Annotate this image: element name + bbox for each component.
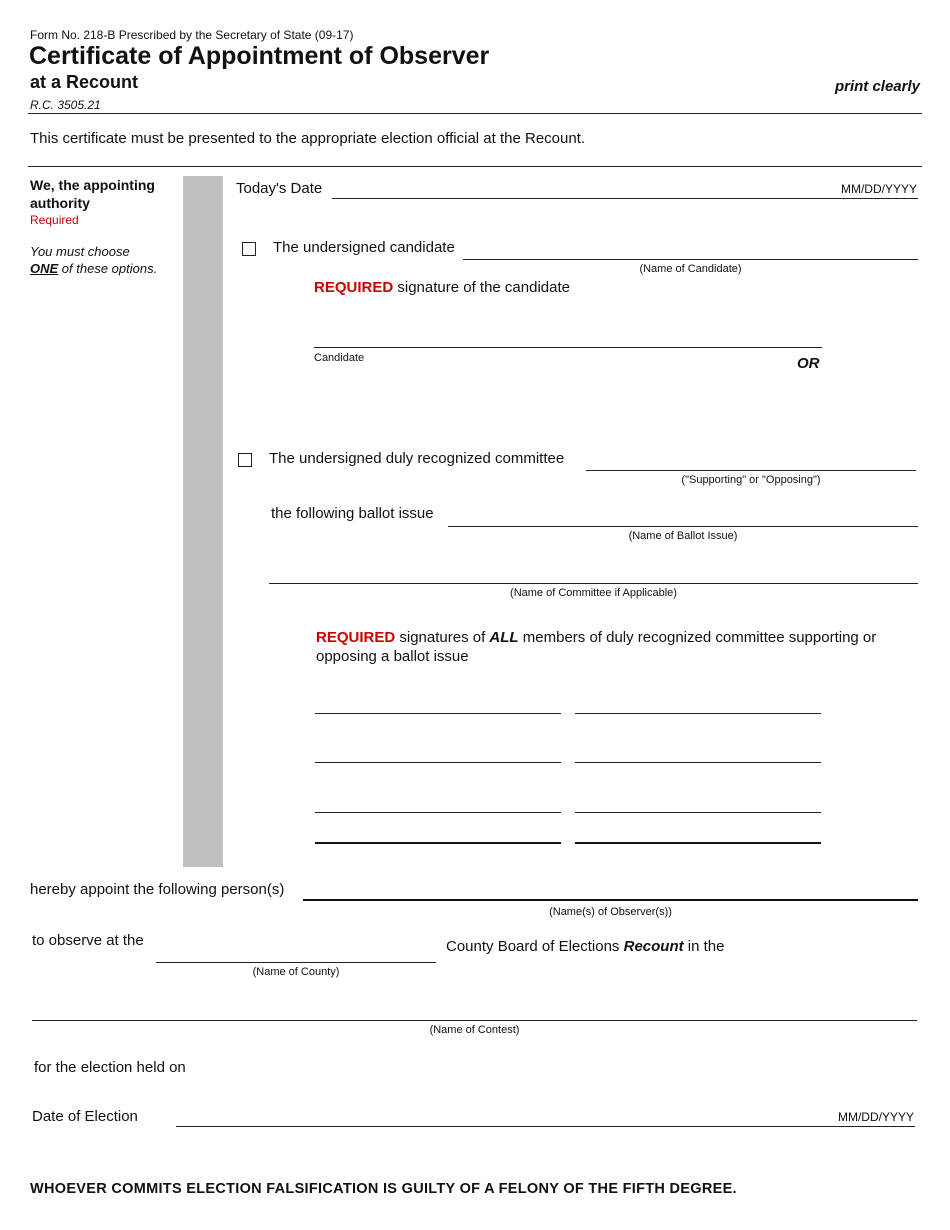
choose-one: ONE	[30, 261, 59, 276]
county-field[interactable]	[156, 962, 436, 963]
contest-field[interactable]	[32, 1020, 917, 1021]
held-on-label: for the election held on	[34, 1059, 186, 1076]
choose-prefix: You must choose	[30, 244, 130, 259]
election-date-label: Date of Election	[32, 1108, 138, 1125]
required-label: Required	[30, 213, 79, 227]
committee-signature-instruction	[316, 628, 916, 666]
committee-signature-line[interactable]	[575, 842, 821, 844]
header-divider	[28, 113, 922, 114]
ballot-issue-caption: (Name of Ballot Issue)	[628, 530, 738, 542]
committee-option-label: The undersigned duly recognized committee	[269, 450, 565, 467]
candidate-signature-caption: Candidate	[314, 352, 365, 364]
todays-date-field[interactable]	[332, 198, 918, 199]
in-the: in the	[687, 938, 725, 955]
appointing-authority-heading: We, the appointing authority	[30, 177, 155, 211]
form-number: Form No. 218-B Prescribed by the Secretary of State (09-17)	[30, 28, 354, 42]
committee-name-field[interactable]	[269, 583, 918, 584]
committee-signature-line[interactable]	[315, 842, 561, 844]
falsification-warning: WHOEVER COMMITS ELECTION FALSIFICATION IS GUILTY OF A FELONY OF THE FIFTH DEGREE.	[30, 1181, 737, 1197]
candidate-checkbox[interactable]	[242, 242, 256, 256]
section-divider	[28, 166, 922, 167]
candidate-signature-field[interactable]	[314, 347, 822, 348]
election-date-format: MM/DD/YYYY	[837, 1110, 914, 1124]
county-caption: (Name of County)	[252, 966, 340, 978]
required-word: REQUIRED	[316, 629, 396, 646]
todays-date-label: Today's Date	[236, 180, 323, 197]
sig-text-2: members of duly recognized committee supporting or opposing a ballot issue	[316, 629, 877, 665]
committee-signature-line[interactable]	[315, 762, 561, 763]
board-text	[446, 938, 724, 955]
committee-signature-line[interactable]	[575, 713, 821, 714]
committee-stance-field[interactable]	[586, 470, 916, 471]
candidate-name-field[interactable]	[463, 259, 918, 260]
or-separator: OR	[797, 355, 820, 372]
ballot-issue-field[interactable]	[448, 526, 918, 527]
todays-date-format: MM/DD/YYYY	[840, 182, 917, 196]
page-subtitle: at a Recount	[30, 72, 139, 92]
choose-instruction	[30, 243, 180, 277]
candidate-signature-instruction	[314, 279, 570, 296]
print-clearly-note: print clearly	[834, 78, 920, 95]
committee-name-caption: (Name of Committee if Applicable)	[510, 587, 677, 599]
committee-signature-line[interactable]	[315, 812, 561, 813]
candidate-signature-text: signature of the candidate	[397, 279, 570, 296]
board-label: County Board of Elections	[446, 938, 620, 955]
committee-signature-line[interactable]	[315, 713, 561, 714]
choose-suffix: of these options.	[61, 261, 158, 276]
committee-signature-line[interactable]	[575, 762, 821, 763]
committee-stance-caption: ("Supporting" or "Opposing")	[681, 474, 821, 486]
statute-reference: R.C. 3505.21	[30, 98, 101, 112]
intro-text: This certificate must be presented to the appropriate election official at the Recount.	[30, 130, 586, 147]
candidate-name-caption: (Name of Candidate)	[639, 263, 742, 275]
appoint-label: hereby appoint the following person(s)	[30, 881, 285, 898]
ballot-issue-label: the following ballot issue	[271, 505, 434, 522]
observer-names-caption: (Name(s) of Observer(s))	[549, 906, 672, 918]
sidebar-bar	[183, 176, 223, 867]
election-date-field[interactable]	[176, 1126, 915, 1127]
sig-all: ALL	[489, 629, 519, 646]
observe-label: to observe at the	[32, 932, 144, 949]
candidate-option-label: The undersigned candidate	[273, 239, 455, 256]
committee-signature-line[interactable]	[575, 812, 821, 813]
contest-caption: (Name of Contest)	[429, 1024, 520, 1036]
page-title: Certificate of Appointment of Observer	[29, 42, 490, 70]
recount-word: Recount	[623, 938, 684, 955]
observer-names-field[interactable]	[303, 899, 918, 901]
committee-checkbox[interactable]	[238, 453, 252, 467]
sig-text-1: signatures of	[399, 629, 486, 646]
required-word: REQUIRED	[314, 279, 394, 296]
